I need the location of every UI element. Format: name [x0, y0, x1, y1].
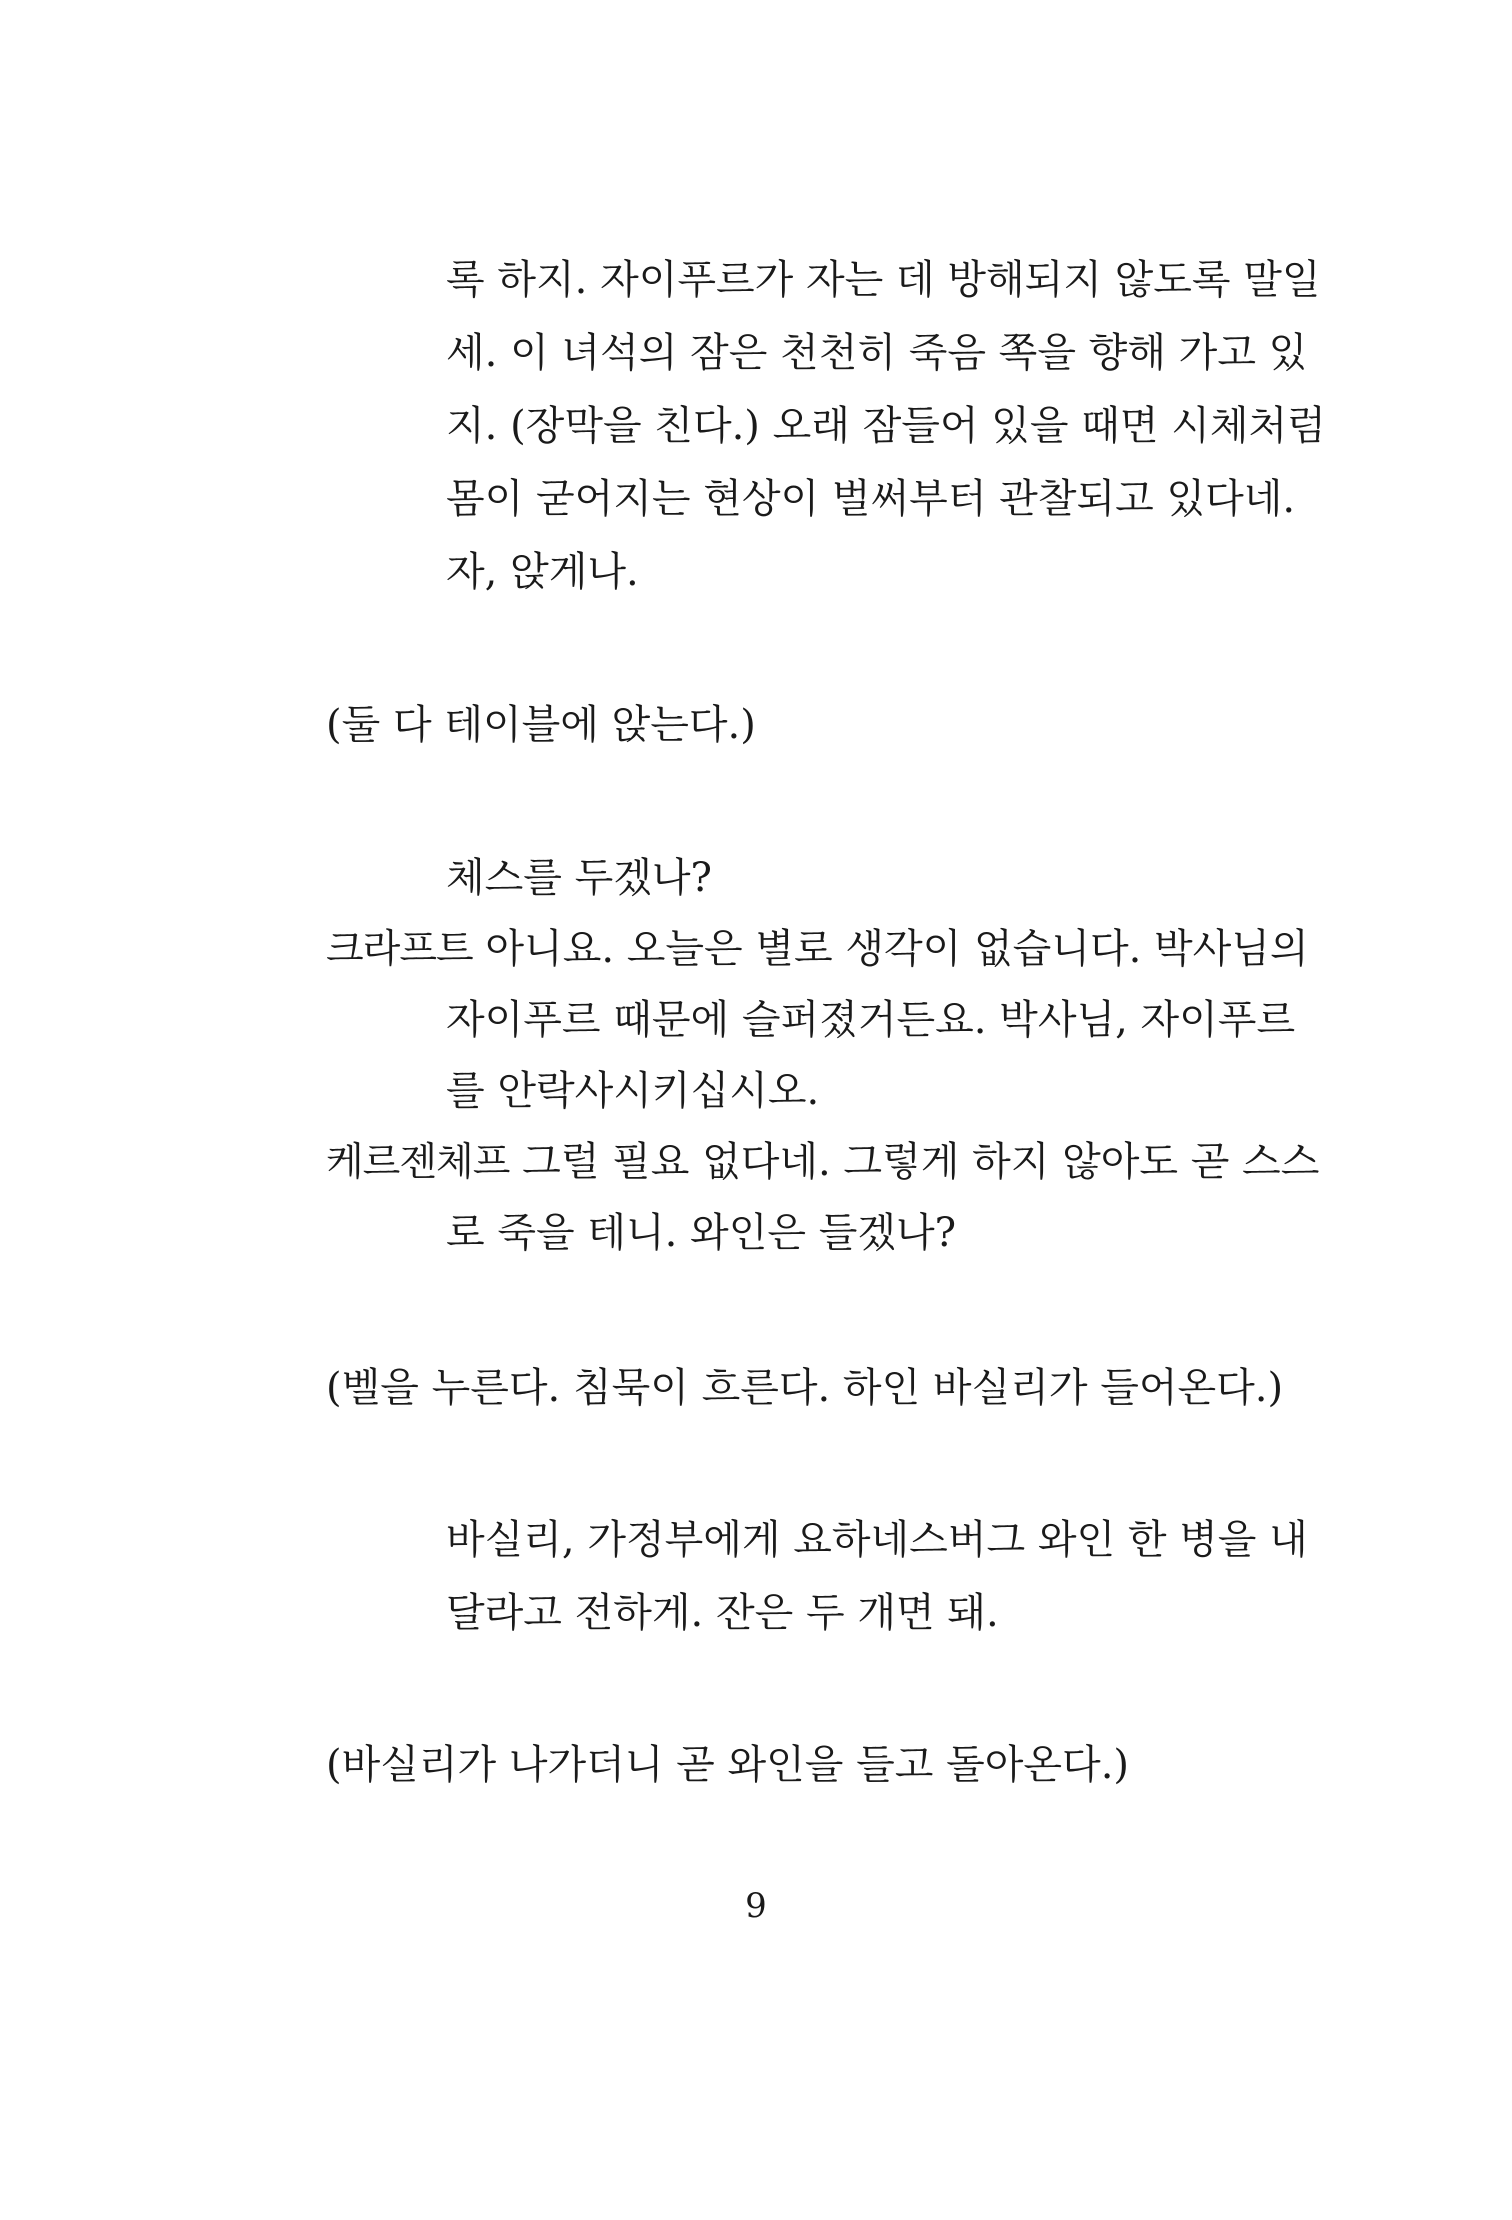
speaker-name: 크라프트	[326, 927, 473, 972]
dialogue-line: 바실리, 가정부에게 요하네스버그 와인 한 병을 내	[446, 1517, 1308, 1563]
dialogue-line: 자이푸르 때문에 슬퍼졌거든요. 박사님, 자이푸르	[446, 997, 1296, 1043]
speech-first-line	[326, 1137, 1320, 1187]
page-number: 9	[745, 1886, 767, 1926]
stage-direction: (벨을 누른다. 침묵이 흐른다. 하인 바실리가 들어온다.)	[326, 1365, 1284, 1411]
dialogue-line: 자, 앉게나.	[446, 549, 639, 595]
stage-direction: (둘 다 테이블에 앉는다.)	[326, 702, 756, 748]
dialogue-line: 를 안락사시키십시오.	[446, 1068, 820, 1114]
dialogue-line: 로 죽을 테니. 와인은 들겠나?	[446, 1210, 957, 1256]
speech-first-line	[326, 924, 1309, 974]
speech-text: 아니요. 오늘은 별로 생각이 없습니다. 박사님의	[485, 926, 1309, 972]
dialogue-line: 몸이 굳어지는 현상이 벌써부터 관찰되고 있다네.	[446, 476, 1296, 522]
dialogue-line: 달라고 전하게. 잔은 두 개면 돼.	[446, 1590, 999, 1636]
dialogue-line: 체스를 두겠나?	[446, 855, 712, 901]
speaker-name: 케르젠체프	[326, 1140, 510, 1185]
dialogue-line: 록 하지. 자이푸르가 자는 데 방해되지 않도록 말일	[446, 257, 1321, 303]
stage-direction: (바실리가 나가더니 곧 와인을 들고 돌아온다.)	[326, 1742, 1130, 1788]
speech-text: 그럴 필요 없다네. 그렇게 하지 않아도 곧 스스	[522, 1139, 1320, 1185]
dialogue-line: 지. (장막을 친다.) 오래 잠들어 있을 때면 시체처럼	[446, 403, 1326, 449]
dialogue-line: 세. 이 녀석의 잠은 천천히 죽음 쪽을 향해 가고 있	[446, 330, 1308, 376]
